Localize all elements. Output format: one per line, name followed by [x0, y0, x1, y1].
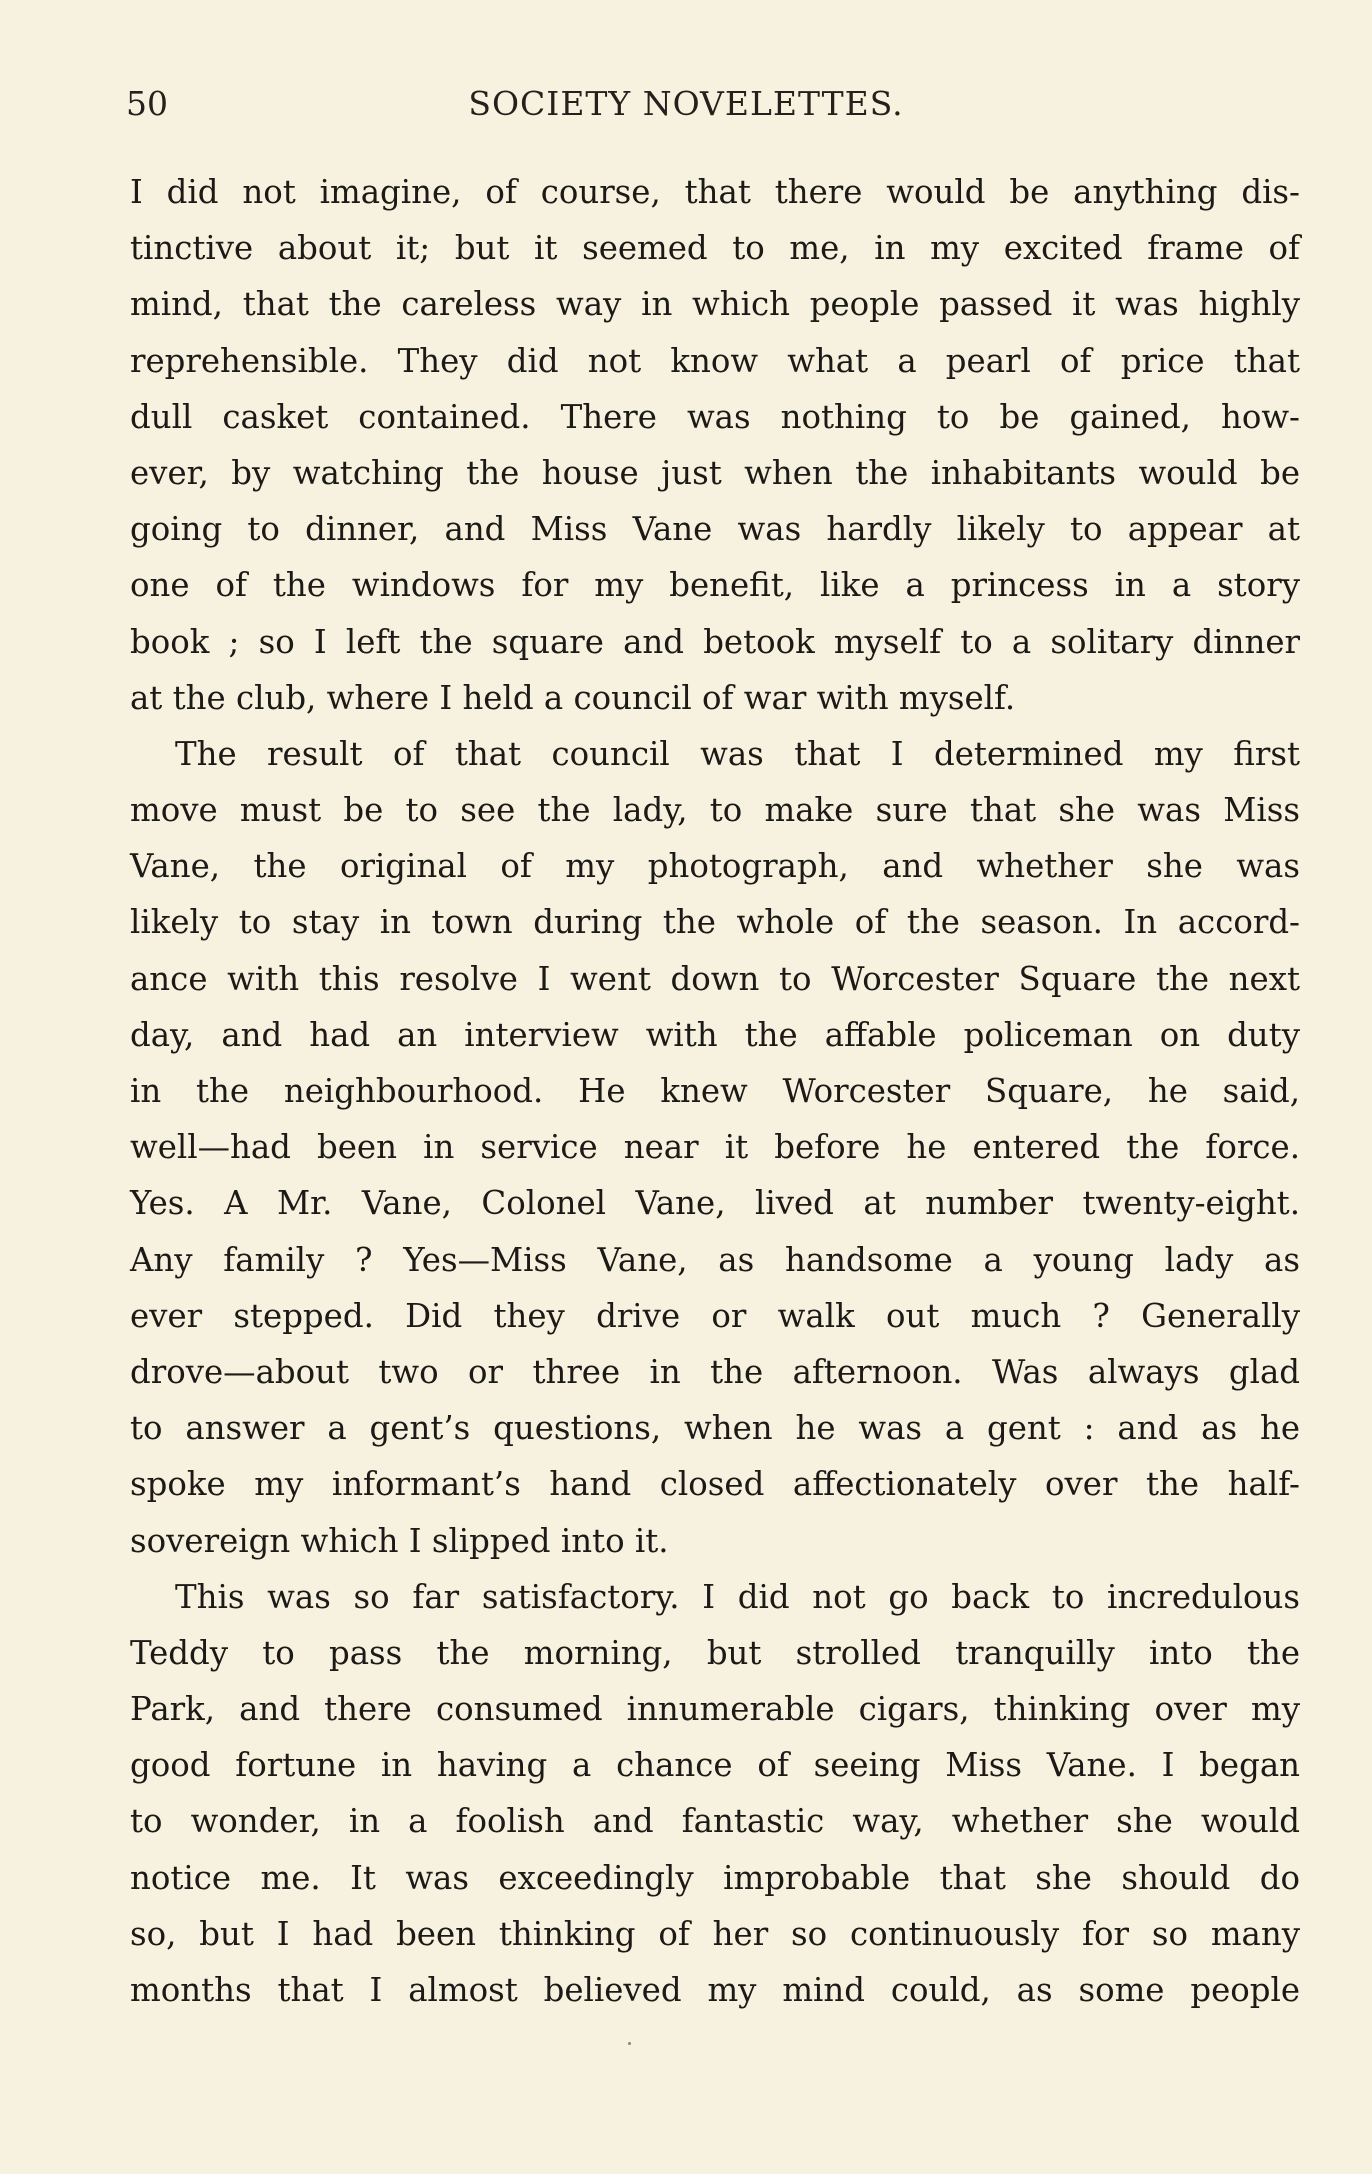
text-line: I did not imagine, of course, that there would be anything dis-	[130, 173, 1300, 211]
text-line: reprehensible. They did not know what a pearl of price that	[130, 341, 1300, 380]
text-line: dull casket contained. There was nothing to be gained, how-	[130, 397, 1300, 436]
text-line: ance with this resolve I went down to Worcester Square the next	[130, 959, 1300, 998]
text-line: tinctive about it; but it seemed to me, in my excited frame of	[130, 229, 1300, 268]
text-line: months that I almost believed my mind could, as some people	[130, 1971, 1300, 2009]
running-head: SOCIETY NOVELETTES.	[468, 84, 904, 123]
text-line: going to dinner, and Miss Vane was hardly likely to appear at	[130, 510, 1300, 549]
text-line: Teddy to pass the morning, but strolled tranquilly into the	[130, 1633, 1300, 1672]
text-line: good fortune in having a chance of seeing Miss Vane. I began	[130, 1746, 1300, 1785]
text-line: at the club, where I held a council of war with myself.	[130, 678, 1016, 717]
text-line: in the neighbourhood. He knew Worcester Square, he said,	[130, 1072, 1300, 1110]
body-text	[130, 164, 1300, 2018]
text-line: Yes. A Mr. Vane, Colonel Vane, lived at number twenty-eight.	[130, 1184, 1300, 1223]
text-line: so, but I had been thinking of her so continuously for so many	[130, 1914, 1300, 1953]
text-line: book ; so I left the square and betook myself to a solitary dinner	[130, 622, 1300, 661]
page-number: 50	[126, 84, 168, 123]
text-line: mind, that the careless way in which people passed it was highly	[130, 285, 1300, 324]
text-line: drove—about two or three in the afternoon. Was always glad	[130, 1352, 1300, 1391]
text-line: notice me. It was exceedingly improbable that she should do	[130, 1858, 1300, 1897]
text-line: day, and had an interview with the affable policeman on duty	[130, 1015, 1300, 1054]
text-line: Any family ? Yes—Miss Vane, as handsome a young lady as	[130, 1240, 1300, 1279]
text-line: to wonder, in a foolish and fantastic way, whether she would	[130, 1802, 1300, 1841]
page-header	[126, 76, 1246, 132]
text-line: well—had been in service near it before he entered the force.	[130, 1128, 1300, 1167]
text-line: move must be to see the lady, to make sure that she was Miss	[130, 791, 1300, 830]
text-line: This was so far satisfactory. I did not go back to incredulous	[175, 1577, 1300, 1616]
text-line: Park, and there consumed innumerable cigars, thinking over my	[130, 1690, 1300, 1729]
paragraph-3	[130, 1569, 1300, 2019]
text-line: ever stepped. Did they drive or walk out much ? Generally	[130, 1296, 1300, 1335]
paragraph-2	[130, 726, 1300, 1569]
text-line: sovereign which I slipped into it.	[130, 1521, 669, 1560]
text-line: Vane, the original of my photograph, and whether she was	[130, 847, 1300, 886]
text-line: one of the windows for my benefit, like a princess in a story	[130, 566, 1300, 605]
paragraph-1	[130, 164, 1300, 726]
text-line: ever, by watching the house just when the inhabitants would be	[130, 453, 1300, 492]
printer-dot	[628, 2042, 631, 2045]
text-line: spoke my informant’s hand closed affectionately over the half-	[130, 1465, 1300, 1504]
text-line: to answer a gent’s questions, when he was a gent : and as he	[130, 1409, 1300, 1448]
text-line: likely to stay in town during the whole of the season. In accord-	[130, 903, 1300, 942]
text-line: The result of that council was that I determined my first	[175, 734, 1300, 773]
